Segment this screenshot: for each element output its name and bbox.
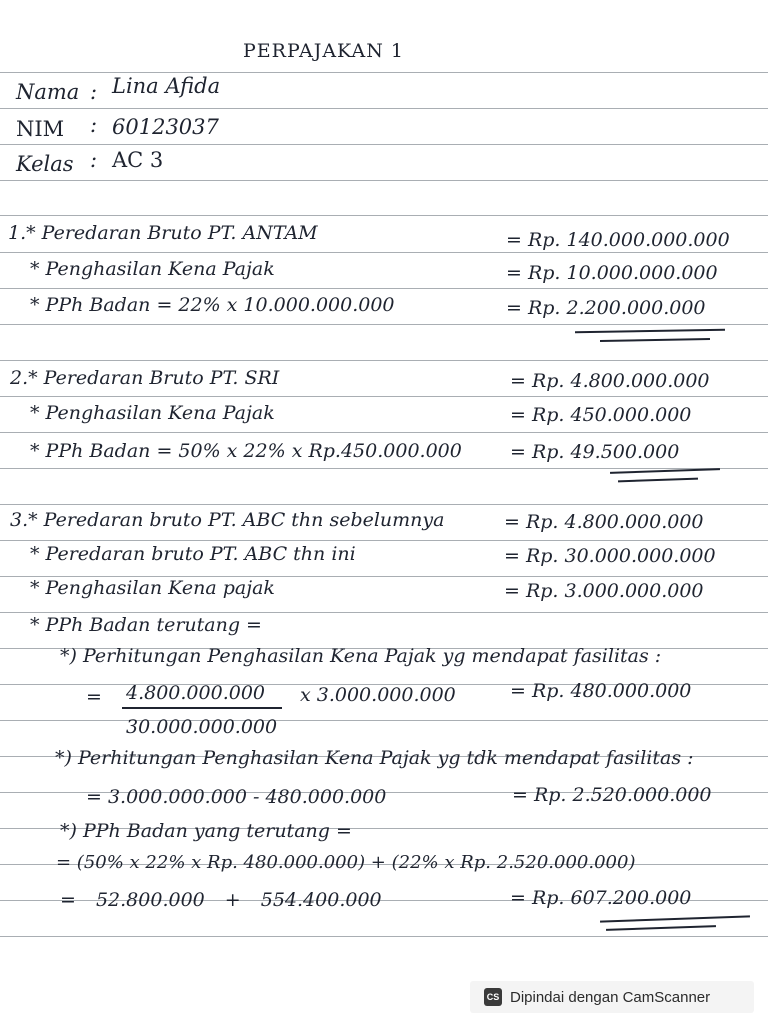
q3-pph-formula: = (50% x 22% x Rp. 480.000.000) + (22% x Rp. 2.520.000.000): [56, 852, 636, 873]
kelas-value: AC 3: [112, 148, 164, 172]
q3-value-2: = Rp. 30.000.000.000: [504, 545, 716, 567]
name-separator: :: [90, 80, 98, 104]
q1-value-2: = Rp. 10.000.000.000: [506, 262, 718, 284]
q3-value-3: = Rp. 3.000.000.000: [504, 580, 704, 602]
q3-result-underline-2: [606, 925, 716, 931]
q2-value-2: = Rp. 450.000.000: [510, 404, 692, 426]
name-value: Lina Afida: [112, 74, 221, 98]
q3-non-fasilitas-calc: = 3.000.000.000 - 480.000.000: [86, 786, 387, 808]
kelas-label: Kelas: [16, 152, 74, 176]
q1-line-3: * PPh Badan = 22% x 10.000.000.000: [30, 294, 395, 316]
q1-value-1: = Rp. 140.000.000.000: [506, 229, 730, 251]
name-label: Nama: [16, 80, 80, 104]
kelas-separator: :: [90, 148, 98, 172]
q2-result-underline-2: [618, 478, 698, 483]
q1-line-2: * Penghasilan Kena Pajak: [30, 258, 275, 280]
q1-result-underline: [575, 329, 725, 334]
q3-result-underline: [600, 915, 750, 922]
q3-frac-denominator: 30.000.000.000: [126, 716, 278, 738]
q3-pph-heading: *) PPh Badan yang terutang =: [60, 820, 352, 842]
q2-value-3: = Rp. 49.500.000: [510, 441, 680, 463]
q3-frac-result: = Rp. 480.000.000: [510, 680, 692, 702]
page-title: PERPAJAKAN 1: [243, 40, 404, 62]
q3-fraction-bar: [122, 707, 282, 709]
nim-separator: :: [90, 113, 98, 137]
q1-result-underline-2: [600, 338, 710, 342]
q3-value-1: = Rp. 4.800.000.000: [504, 511, 704, 533]
q2-line-2: * Penghasilan Kena Pajak: [30, 402, 275, 424]
q3-frac-times: x 3.000.000.000: [300, 684, 456, 706]
q3-pph-sum: = 52.800.000 + 554.400.000: [60, 889, 382, 911]
q3-non-fasilitas-heading: *) Perhitungan Penghasilan Kena Pajak yg tdk mendapat fasilitas :: [55, 747, 694, 769]
q2-line-3: * PPh Badan = 50% x 22% x Rp.450.000.000: [30, 440, 462, 462]
q1-line-1: 1.* Peredaran Bruto PT. ANTAM: [8, 222, 318, 244]
q3-non-fasilitas-result: = Rp. 2.520.000.000: [512, 784, 712, 806]
nim-value: 60123037: [112, 115, 219, 139]
q3-line-1: 3.* Peredaran bruto PT. ABC thn sebelumnya: [10, 509, 445, 531]
camscanner-label: Dipindai dengan CamScanner: [510, 988, 711, 1006]
q3-frac-numerator: 4.800.000.000: [126, 682, 266, 704]
q2-line-1: 2.* Peredaran Bruto PT. SRI: [10, 367, 280, 389]
q3-line-4: * PPh Badan terutang =: [30, 614, 262, 636]
q3-fasilitas-heading: *) Perhitungan Penghasilan Kena Pajak yg mendapat fasilitas :: [60, 645, 662, 667]
q1-value-3: = Rp. 2.200.000.000: [506, 297, 706, 319]
q3-line-2: * Peredaran bruto PT. ABC thn ini: [30, 543, 356, 565]
camscanner-badge: [470, 981, 754, 1013]
q3-line-3: * Penghasilan Kena pajak: [30, 577, 275, 599]
nim-label: NIM: [16, 117, 65, 141]
camscanner-logo-icon: CS: [484, 988, 502, 1006]
q3-pph-result: = Rp. 607.200.000: [510, 887, 692, 909]
q3-frac-eq: =: [86, 686, 102, 708]
q2-value-1: = Rp. 4.800.000.000: [510, 370, 710, 392]
